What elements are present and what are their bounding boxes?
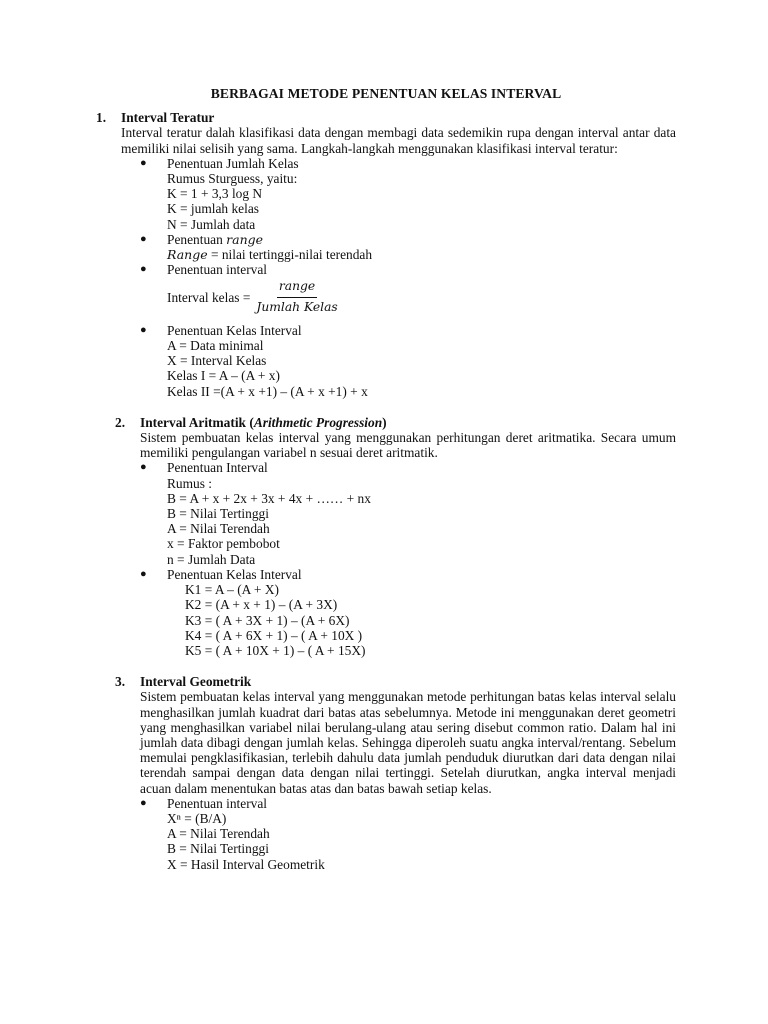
section-1-paragraph: Interval teratur dalah klasifikasi data dengan membagi data sedemikin rupa dengan interval antar data memiliki nilai selisih yang sama. Langkah-langkah menggunakan klasifikasi interval teratur:	[121, 125, 676, 156]
text-line: K3 = ( A + 3X + 1) – (A + 6X)	[185, 612, 350, 628]
list-item	[140, 567, 676, 582]
list-item-text: Penentuan Kelas Interval	[167, 566, 302, 582]
text-line: Rumus Sturguess, yaitu:	[167, 171, 298, 187]
section-title	[140, 415, 387, 430]
section-title: Interval Teratur	[121, 110, 215, 126]
text-line: K1 = A – (A + X)	[185, 582, 279, 598]
text-line: Kelas I = A – (A + x)	[167, 368, 280, 384]
list-item	[140, 323, 676, 338]
bullet-icon: ●	[140, 461, 147, 474]
text-line: X = Hasil Interval Geometrik	[167, 856, 325, 872]
text-span: )	[382, 414, 387, 430]
fraction-numerator: range	[277, 279, 317, 297]
section-number: 2.	[115, 414, 126, 430]
section-3-paragraph: Sistem pembuatan kelas interval yang menggunakan metode perhitungan batas kelas interval selalu menghasilkan jumlah kuadrat dari batas atas sebelumnya. Metode ini menggunakan deret geometri yang menghasilkan variabel nilai berulang-ulang atau sering disebut common ratio. Dalam hal ini jumlah data dibagi dengan jumlah kelas. Sehingga diperoleh suatu angka interval/rentang. Sebelum memulai pengklasifikasian, terlebih dahulu data jumlah penduduk diurutkan dari data dengan nilai terendah sampai dengan data dengan nilai tertinggi. Setelah diurutkan, angka interval menjadi acuan dalam menentukan batas atas dan batas bawah setiap kelas.	[140, 689, 676, 796]
text-line: K = jumlah kelas	[167, 201, 259, 217]
section-2-heading	[96, 415, 676, 430]
section-number: 1.	[96, 110, 107, 126]
fraction-denominator: Jumlah Kelas	[256, 299, 338, 314]
math-range: range	[226, 231, 264, 247]
bullet-icon: ●	[140, 263, 147, 276]
text-line: Kelas II =(A + x +1) – (A + x +1) + x	[167, 383, 368, 399]
bullet-icon: ●	[140, 232, 147, 245]
text-line: A = Data minimal	[167, 338, 264, 354]
section-number: 3.	[115, 674, 126, 690]
text-line: N = Jumlah data	[167, 216, 256, 232]
list-item	[140, 232, 676, 247]
list-item	[140, 796, 676, 811]
text-line: X = Interval Kelas	[167, 353, 267, 369]
interval-formula	[167, 279, 676, 314]
bullet-icon: ●	[140, 796, 147, 809]
spacer	[96, 658, 676, 674]
text-line: A = Nilai Terendah	[167, 826, 270, 842]
section-3-heading	[96, 674, 676, 689]
list-item-text: Penentuan interval	[167, 795, 268, 811]
list-item-text: Penentuan Kelas Interval	[167, 322, 302, 338]
list-item	[140, 460, 676, 475]
text-span: Interval Aritmatik (	[140, 414, 254, 430]
section-2-paragraph: Sistem pembuatan kelas interval yang menggunakan perhitungan deret aritmatika. Secara umum memiliki pengulangan variabel n sesuai deret aritmatik.	[140, 430, 676, 461]
section-title: Interval Geometrik	[140, 674, 252, 690]
text-line: n = Jumlah Data	[167, 551, 256, 567]
formula-label: Interval kelas =	[167, 289, 251, 305]
list-item-text: Penentuan Jumlah Kelas	[167, 155, 299, 171]
text-line: x = Faktor pembobot	[167, 536, 280, 552]
text-line	[167, 247, 676, 262]
list-item	[140, 156, 676, 171]
list-item-text: Penentuan Interval	[167, 460, 268, 476]
fraction	[256, 279, 337, 314]
bullet-icon: ●	[140, 323, 147, 336]
spacer	[96, 399, 676, 415]
text-line: K = 1 + 3,3 log N	[167, 186, 263, 202]
list-item-text: Penentuan interval	[167, 262, 268, 278]
page-title: BERBAGAI METODE PENENTUAN KELAS INTERVAL	[210, 86, 562, 101]
text-line: K5 = ( A + 10X + 1) – ( A + 15X)	[185, 642, 366, 658]
text-line: K2 = (A + x + 1) – (A + 3X)	[185, 597, 338, 613]
text-line: B = Nilai Tertinggi	[167, 841, 269, 857]
text-line: K4 = ( A + 6X + 1) – ( A + 10X )	[185, 627, 363, 643]
section-1-heading	[96, 110, 676, 125]
text-span: Penentuan	[167, 231, 227, 247]
text-line: B = Nilai Tertinggi	[167, 506, 269, 522]
text-line: B = A + x + 2x + 3x + 4x + …… + nx	[167, 490, 371, 506]
text-span-italic: Arithmetic Progression	[253, 414, 383, 430]
list-item-text	[167, 232, 263, 247]
text-span: = nilai tertinggi-nilai terendah	[207, 247, 373, 263]
text-line: Rumus :	[167, 475, 213, 491]
bullet-icon: ●	[140, 156, 147, 169]
list-item	[140, 262, 676, 277]
bullet-icon: ●	[140, 567, 147, 580]
math-range-word: Range	[167, 247, 208, 263]
text-line: A = Nilai Terendah	[167, 521, 270, 537]
text-line: Xⁿ = (B/A)	[167, 810, 227, 826]
